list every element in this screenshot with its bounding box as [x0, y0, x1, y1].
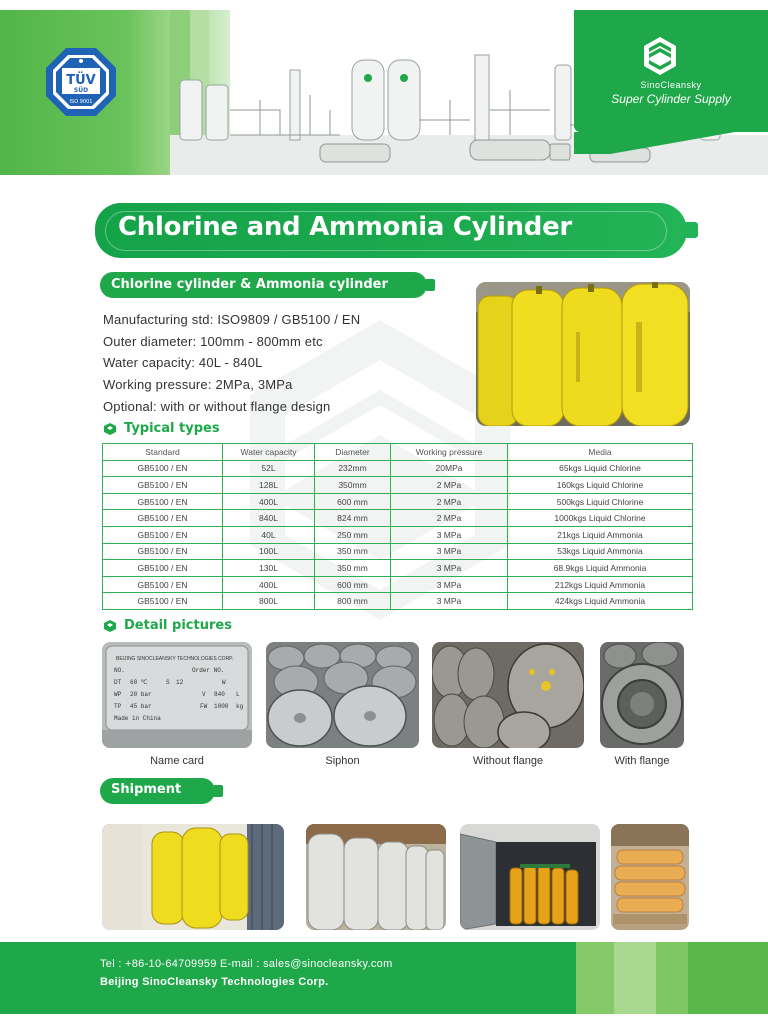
nameplate-field: 840	[214, 691, 225, 698]
table-row	[103, 560, 693, 577]
without-flange-photo	[432, 642, 584, 748]
nameplate-field: 12	[176, 679, 184, 686]
footer-stripe	[576, 942, 614, 1014]
table-cell: 2 MPa	[391, 477, 508, 494]
table-cell: 424kgs Liquid Ammonia	[508, 593, 693, 610]
table-row	[103, 510, 693, 527]
table-cell: 400L	[223, 576, 315, 593]
nameplate-field: S	[166, 679, 170, 686]
brand-tagline: Super Cylinder Supply	[611, 92, 731, 106]
table-cell: 824 mm	[315, 510, 391, 527]
table-cell: 3 MPa	[391, 593, 508, 610]
table-cell: 53kgs Liquid Ammonia	[508, 543, 693, 560]
nameplate-field: Made in China	[114, 715, 161, 722]
table-cell: GB5100 / EN	[103, 510, 223, 527]
detail-pictures-heading	[104, 618, 232, 633]
table-cell: 128L	[223, 477, 315, 494]
nameplate-field: kg	[236, 703, 244, 710]
col-header: Water capacity	[223, 444, 315, 461]
table-row	[103, 493, 693, 510]
nameplate-company: BEIJING SINOCLEANSKY TECHNOLOGIES CORP.	[116, 656, 234, 662]
table-cell: 250 mm	[315, 526, 391, 543]
table-cell: 68.9kgs Liquid Ammonia	[508, 560, 693, 577]
with-flange-photo	[600, 642, 684, 748]
nameplate-field: 45 bar	[130, 703, 152, 710]
table-cell: 350 mm	[315, 543, 391, 560]
shipment-photo-container-orange	[460, 824, 600, 930]
spec-water-capacity: Water capacity: 40L - 840L	[103, 355, 263, 371]
nameplate-field: 60 ℃	[130, 679, 148, 686]
nameplate-field: 1000	[214, 703, 229, 710]
table-row	[103, 460, 693, 477]
nameplate-field: TP	[114, 703, 122, 710]
section-pill-cap	[213, 785, 223, 797]
caption-name-card: Name card	[150, 755, 204, 767]
nameplate-field: W	[222, 679, 226, 686]
typical-types-label: Typical types	[124, 421, 220, 436]
header-banner	[0, 0, 768, 175]
shipment-label: Shipment	[111, 782, 182, 797]
title-banner-cap	[684, 222, 698, 238]
nameplate-field: DT	[114, 679, 122, 686]
footer-stripe	[688, 942, 768, 1014]
tuv-certification-logo	[44, 46, 118, 118]
table-cell: 350mm	[315, 477, 391, 494]
siphon-photo	[266, 642, 419, 748]
table-cell: 21kgs Liquid Ammonia	[508, 526, 693, 543]
table-row	[103, 576, 693, 593]
typical-types-table	[102, 443, 692, 610]
nameplate-field: FW	[200, 703, 208, 710]
table-row	[103, 526, 693, 543]
name-card-photo	[102, 642, 252, 748]
spec-working-pressure: Working pressure: 2MPa, 3MPa	[103, 377, 293, 393]
table-cell: 160kgs Liquid Chlorine	[508, 477, 693, 494]
table-header-row	[103, 444, 693, 461]
typical-types-heading	[104, 421, 220, 436]
table-cell: 100L	[223, 543, 315, 560]
col-header: Media	[508, 444, 693, 461]
tuv-logo-std: ISO 9001	[69, 99, 93, 105]
table-cell: GB5100 / EN	[103, 460, 223, 477]
shipment-photo-grey-cylinders	[306, 824, 446, 930]
table-cell: GB5100 / EN	[103, 477, 223, 494]
table-cell: GB5100 / EN	[103, 493, 223, 510]
spec-outer-diameter: Outer diameter: 100mm - 800mm etc	[103, 333, 323, 349]
table-cell: 3 MPa	[391, 543, 508, 560]
table-cell: 350 mm	[315, 560, 391, 577]
footer-bottom-margin	[0, 1014, 768, 1024]
table-row	[103, 477, 693, 494]
table-cell: 840L	[223, 510, 315, 527]
spec-list	[103, 309, 360, 417]
col-header: Working pressure	[391, 444, 508, 461]
table-cell: 400L	[223, 493, 315, 510]
nameplate-field: WP	[114, 691, 122, 698]
yellow-cylinders-photo	[476, 282, 690, 426]
table-cell: 40L	[223, 526, 315, 543]
caption-with-flange: With flange	[614, 755, 670, 767]
nameplate-field: 20 bar	[130, 691, 152, 698]
tuv-logo-text: TÜV	[66, 73, 96, 88]
spec-manufacturing-std: Manufacturing std: ISO9809 / GB5100 / EN	[103, 312, 361, 327]
table-cell: 500kgs Liquid Chlorine	[508, 493, 693, 510]
nameplate-field: L	[236, 691, 240, 698]
table-cell: 65kgs Liquid Chlorine	[508, 460, 693, 477]
table-cell: GB5100 / EN	[103, 560, 223, 577]
col-header: Diameter	[315, 444, 391, 461]
spec-optional: Optional: with or without flange design	[103, 398, 331, 414]
detail-pictures-label: Detail pictures	[124, 618, 232, 633]
table-cell: 130L	[223, 560, 315, 577]
table-cell: 3 MPa	[391, 576, 508, 593]
caption-without-flange: Without flange	[472, 755, 544, 767]
table-cell: 232mm	[315, 460, 391, 477]
section-pill-cap	[425, 279, 435, 291]
table-cell: 3 MPa	[391, 560, 508, 577]
table-row	[103, 543, 693, 560]
footer-company: Beijing SinoCleansky Technologies Corp.	[100, 976, 329, 988]
nameplate-field: V	[202, 691, 206, 698]
table-cell: 20MPa	[391, 460, 508, 477]
table-cell: GB5100 / EN	[103, 593, 223, 610]
sinocleansky-logo-icon	[643, 36, 677, 76]
section-main-label: Chlorine cylinder & Ammonia cylinder	[111, 277, 388, 292]
tuv-logo-sub: SÜD	[73, 87, 89, 94]
table-cell: 2 MPa	[391, 493, 508, 510]
table-cell: GB5100 / EN	[103, 576, 223, 593]
brand-name: SinoCleansky	[640, 80, 702, 90]
footer-contact: Tel : +86-10-64709959 E-mail : sales@sinocleansky.com	[100, 958, 393, 970]
table-cell: 800L	[223, 593, 315, 610]
table-cell: GB5100 / EN	[103, 526, 223, 543]
caption-siphon: Siphon	[325, 755, 360, 767]
table-cell: 2 MPa	[391, 510, 508, 527]
hexagon-icon	[104, 620, 116, 632]
table-cell: 212kgs Liquid Ammonia	[508, 576, 693, 593]
footer-stripe	[614, 942, 656, 1014]
table-cell: 600 mm	[315, 493, 391, 510]
footer-stripe	[656, 942, 688, 1014]
table-cell: 52L	[223, 460, 315, 477]
nameplate-field: NO.	[114, 667, 125, 674]
nameplate-field: Order NO.	[192, 667, 225, 674]
col-header: Standard	[103, 444, 223, 461]
hexagon-icon	[104, 423, 116, 435]
table-row	[103, 593, 693, 610]
page-title: Chlorine and Ammonia Cylinder	[118, 212, 572, 242]
table-cell: 800 mm	[315, 593, 391, 610]
shipment-photo-container-yellow	[102, 824, 284, 930]
table-cell: 600 mm	[315, 576, 391, 593]
table-cell: GB5100 / EN	[103, 543, 223, 560]
table-cell: 3 MPa	[391, 526, 508, 543]
shipment-photo-pallet	[611, 824, 689, 930]
table-cell: 1000kgs Liquid Chlorine	[508, 510, 693, 527]
